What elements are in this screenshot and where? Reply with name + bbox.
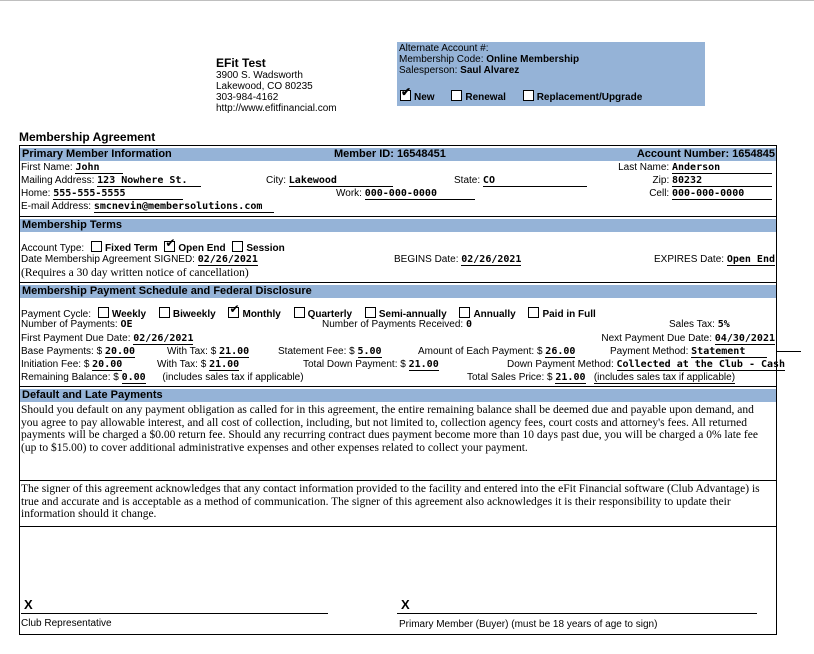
sales-tax-label: Sales Tax: [669, 319, 715, 330]
statement-fee-label: Statement Fee: $ [278, 346, 355, 357]
option-replacement-label: Replacement/Upgrade [536, 92, 643, 103]
divider [20, 282, 776, 283]
begins-label: BEGINS Date: [394, 254, 459, 265]
each-payment-row [418, 346, 575, 358]
account-type-row [21, 241, 285, 254]
company-address2: Lakewood, CO 80235 [216, 81, 313, 92]
member-sign-label: Primary Member (Buyer) (must be 18 years of age to sign) [399, 619, 658, 630]
home-label: Home: [21, 188, 51, 199]
next-due-value: 04/30/2021 [714, 333, 775, 344]
option-new[interactable] [400, 92, 435, 103]
quarterly-checkbox[interactable] [294, 307, 305, 318]
num-received-label: Number of Payments Received: [322, 319, 464, 330]
cell-value: 000-000-0000 [672, 188, 772, 200]
weekly-label: Weekly [111, 309, 147, 320]
company-website[interactable]: http://www.efitfinancial.com [216, 103, 337, 114]
method-label: Payment Method: [610, 346, 689, 357]
last-name-value: Anderson [672, 162, 772, 174]
membership-code-value: Online Membership [486, 54, 580, 65]
semiannually-checkbox[interactable] [365, 307, 376, 318]
first-due-row [21, 333, 193, 345]
replacement-checkbox[interactable] [523, 90, 534, 101]
init-value: 20.00 [92, 359, 123, 370]
city-value: Lakewood [289, 175, 393, 187]
city-label: City: [266, 175, 286, 186]
initiation-fee-row [21, 359, 122, 371]
option-renewal-label: Renewal [465, 92, 506, 103]
work-phone-row [336, 188, 475, 200]
remaining-note: (includes sales tax if applicable) [162, 372, 304, 383]
mailing-row [21, 175, 201, 187]
signed-row [21, 254, 258, 266]
total-sales-note: (includes sales tax if applicable) [593, 372, 736, 383]
next-due-label: Next Payment Due Date: [601, 333, 712, 344]
divider [20, 216, 776, 217]
city-row [266, 175, 393, 187]
fixed-term-label: Fixed Term [104, 243, 158, 254]
init-tax-value: 21.00 [209, 359, 240, 370]
first-name-label: First Name: [21, 162, 73, 173]
statement-fee-value: 5.00 [357, 346, 382, 357]
num-received-row [322, 319, 472, 330]
zip-value: 80232 [672, 175, 772, 187]
primary-member-header [20, 148, 776, 161]
first-name-row [21, 162, 123, 174]
account-options [400, 90, 656, 103]
total-down-value: 21.00 [408, 359, 439, 370]
num-payments-label: Number of Payments: [21, 319, 118, 330]
session-checkbox[interactable] [232, 241, 243, 252]
base-tax-value: 21.00 [219, 346, 250, 357]
begins-value: 02/26/2021 [461, 254, 522, 265]
membership-code-label: Membership Code: [399, 54, 484, 65]
base-payments-row [21, 346, 135, 358]
primary-header-label: Primary Member Information [22, 148, 172, 160]
membership-terms-header: Membership Terms [20, 219, 776, 232]
stray-line [776, 351, 801, 352]
alt-account-label: Alternate Account #: [399, 43, 489, 54]
init-tax-label: With Tax: $ [157, 359, 207, 370]
init-tax-row [157, 359, 239, 371]
home-value: 555-555-5555 [53, 188, 183, 200]
work-label: Work: [336, 188, 362, 199]
begins-row [394, 254, 521, 266]
email-label: E-mail Address: [21, 201, 92, 212]
state-value: CO [483, 175, 587, 187]
remaining-value: 0.00 [121, 372, 146, 383]
remaining-row [21, 372, 304, 384]
weekly-checkbox[interactable] [98, 307, 109, 318]
expires-label: EXPIRES Date: [654, 254, 725, 265]
payment-method-row [610, 346, 767, 358]
first-due-label: First Payment Due Date: [21, 333, 131, 344]
num-received-value: 0 [465, 319, 472, 330]
option-replacement[interactable] [523, 92, 643, 103]
company-info [216, 56, 337, 114]
monthly-checkbox[interactable] [228, 307, 239, 318]
zip-label: Zip: [652, 175, 670, 186]
mailing-value: 123 Nowhere St. [97, 175, 201, 187]
expires-value: Open End [726, 254, 775, 265]
acknowledgement-paragraph: The signer of this agreement acknowledges that any contact information provided to the facility and entered into the eFit Financial software (Club Advantage) is true and accurate and is acceptable as a method of communication. The signer of this agreement also acknowledges it is their responsibility to update their information should it change. [21, 483, 760, 520]
new-checkbox[interactable] [400, 90, 411, 101]
agreement-title: Membership Agreement [19, 130, 156, 144]
biweekly-label: Biweekly [172, 309, 216, 320]
divider [20, 480, 776, 481]
sales-tax-row [669, 319, 730, 330]
renewal-checkbox[interactable] [451, 90, 462, 101]
base-tax-row [167, 346, 249, 358]
zip-row [653, 175, 772, 187]
biweekly-checkbox[interactable] [159, 307, 170, 318]
company-address1: 3900 S. Wadsworth [216, 70, 303, 81]
last-name-label: Last Name: [618, 162, 670, 173]
next-due-row [601, 333, 775, 345]
total-sales-label: Total Sales Price: $ [467, 372, 553, 383]
each-label: Amount of Each Payment: $ [418, 346, 543, 357]
open-end-checkbox[interactable] [164, 241, 175, 252]
member-signature-line[interactable] [397, 613, 757, 614]
salesperson-label: Salesperson: [399, 65, 458, 76]
membership-code-row [399, 54, 703, 65]
state-label: State: [454, 175, 481, 186]
quarterly-label: Quarterly [307, 309, 353, 320]
total-sales-value: 21.00 [555, 372, 586, 383]
option-renewal[interactable] [451, 92, 506, 103]
mailing-label: Mailing Address: [21, 175, 95, 186]
account-type-label: Account Type: [21, 243, 85, 254]
statement-fee-row [278, 346, 382, 358]
last-name-row [618, 162, 772, 174]
base-value: 20.00 [104, 346, 136, 357]
num-payments-value: OE [120, 319, 133, 330]
open-end-label: Open End [178, 243, 226, 254]
sales-tax-value: 5% [717, 319, 730, 330]
company-name: EFit Test [216, 56, 266, 70]
payment-cycle-label: Payment Cycle: [21, 309, 92, 320]
total-down-row [303, 359, 439, 371]
signed-label: Date Membership Agreement SIGNED: [21, 254, 195, 265]
option-new-label: New [414, 92, 435, 103]
total-down-label: Total Down Payment: $ [303, 359, 406, 370]
base-tax-label: With Tax: $ [167, 346, 217, 357]
first-name-value: John [75, 162, 123, 174]
home-phone-row [21, 188, 183, 200]
down-method-label: Down Payment Method: [507, 359, 614, 370]
cell-label: Cell: [649, 188, 670, 199]
session-label: Session [246, 243, 285, 254]
member-sign-mark: X [401, 597, 410, 612]
first-due-value: 02/26/2021 [133, 333, 194, 344]
top-border [0, 0, 814, 1]
default-header: Default and Late Payments [20, 389, 776, 402]
paid-in-full-checkbox[interactable] [528, 307, 539, 318]
account-number: Account Number: 1654845 [636, 148, 775, 160]
base-label: Base Payments: $ [21, 346, 103, 357]
company-phone: 303-984-4162 [216, 92, 279, 103]
expires-row [654, 254, 775, 266]
signed-value: 02/26/2021 [197, 254, 258, 265]
fixed-term-checkbox[interactable] [91, 241, 102, 252]
email-value: smcnevin@membersolutions.com [94, 201, 274, 213]
work-value: 000-000-0000 [365, 188, 475, 200]
account-info-box [397, 42, 705, 106]
payment-header: Membership Payment Schedule and Federal Disclosure [20, 285, 776, 298]
salesperson-value: Saul Alvarez [460, 65, 520, 76]
init-label: Initiation Fee: $ [21, 359, 90, 370]
club-rep-signature-line[interactable] [21, 613, 328, 614]
member-id: Member ID: 16548451 [334, 148, 446, 160]
email-row [21, 201, 274, 213]
state-row [454, 175, 587, 187]
salesperson-row [399, 65, 703, 76]
club-rep-label: Club Representative [21, 618, 112, 629]
semiannually-label: Semi-annually [378, 309, 447, 320]
paid-in-full-label: Paid in Full [542, 309, 596, 320]
default-paragraph: Should you default on any payment obligation as called for in this agreement, the entire remaining balance shall be deemed due and payable upon demand, and you agree to pay allowable interest, and all cost of collection, including, but not limited to, collection agency fees, court costs and attorney's fees. All returned payments will be charged a $0.00 return fee. Should any recurring contract dues payment become more than 10 days past due, you will be charged a 0% late fee (up to $15.00) to cover additional administrative expenses and other expenses related to collect your payment. [21, 404, 758, 454]
total-sales-row [467, 372, 735, 384]
remaining-label: Remaining Balance: $ [21, 372, 119, 383]
annually-checkbox[interactable] [459, 307, 470, 318]
each-value: 26.00 [545, 346, 576, 357]
down-method-row [507, 359, 785, 371]
divider [20, 386, 776, 387]
monthly-label: Monthly [242, 309, 281, 320]
cell-phone-row [649, 188, 772, 200]
num-payments-row [21, 319, 133, 330]
annually-label: Annually [473, 309, 516, 320]
divider [20, 526, 776, 527]
method-value: Statement [691, 346, 767, 358]
notice-text: (Requires a 30 day written notice of cancellation) [21, 267, 249, 279]
agreement-form [19, 145, 786, 635]
down-method-value: Collected at the Club - Cash [616, 359, 786, 370]
club-rep-sign-mark: X [24, 597, 33, 612]
